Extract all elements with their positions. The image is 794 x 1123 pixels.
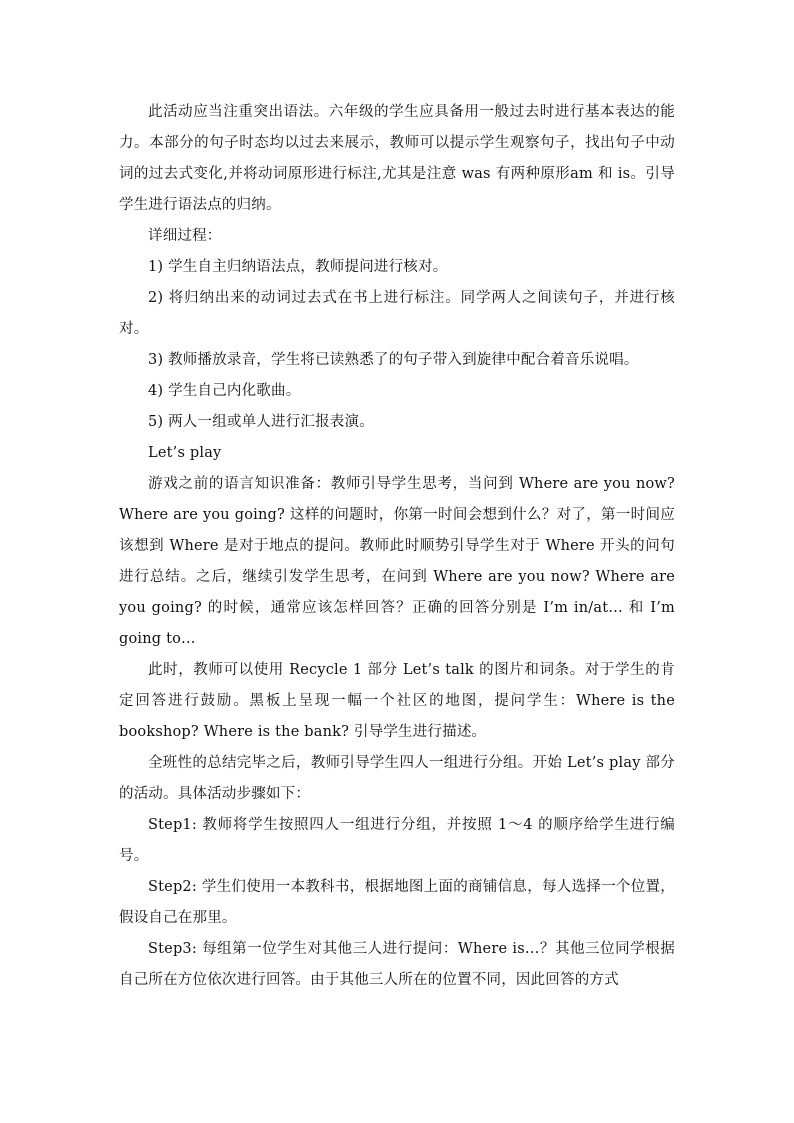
paragraph-activity-step3: Step3: 每组第一位学生对其他三人进行提问：Where is…？其他三位同学根据自己所在方位依次进行回答。由于其他三人所在的位置不同，因此回答的方式 (119, 941, 675, 988)
paragraph-step-4: 4) 学生自己内化歌曲。 (148, 383, 301, 399)
paragraph-game-preparation: 游戏之前的语言知识准备：教师引导学生思考，当问到 Where are you now? Where are you going? 这样的问题时，你第一时间会想到什么？对了，第一时间应该想到 Where 是对于地点的提问。教师此时顺势引导学生对于 Where 开头的问句进行总结。之后，继续引发学生思考，在问到 Where are you now? Where are you going? 的时候，通常应该怎样回答？正确的回答分别是 I’m in/at… 和 I’m going to… (119, 476, 675, 647)
paragraph-recycle-talk: 此时，教师可以使用 Recycle 1 部分 Let’s talk 的图片和词条。对于学生的肯定回答进行鼓励。黑板上呈现一幅一个社区的地图，提问学生：Where is the bookshop? Where is the bank? 引导学生进行描述。 (119, 662, 675, 740)
paragraph-step-2: 2) 将归纳出来的动词过去式在书上进行标注。同学两人之间读句子，并进行核对。 (119, 290, 675, 337)
paragraph-step-5: 5) 两人一组或单人进行汇报表演。 (148, 414, 374, 430)
paragraph-step-1: 1) 学生自主归纳语法点，教师提问进行核对。 (148, 259, 448, 275)
document-page (119, 97, 675, 996)
paragraph-grouping: 全班性的总结完毕之后，教师引导学生四人一组进行分组。开始 Let’s play 部分的活动。具体活动步骤如下： (119, 755, 675, 802)
paragraph-step-3: 3) 教师播放录音，学生将已读熟悉了的句子带入到旋律中配合着音乐说唱。 (148, 352, 639, 368)
section-heading-lets-play: Let’s play (148, 445, 222, 461)
paragraph-activity-step1: Step1: 教师将学生按照四人一组进行分组，并按照 1～4 的顺序给学生进行编号。 (119, 817, 675, 864)
paragraph-grammar-focus: 此活动应当注重突出语法。六年级的学生应具备用一般过去时进行基本表达的能力。本部分的句子时态均以过去来展示，教师可以提示学生观察句子，找出句子中动词的过去式变化,并将动词原形进行标注,尤其是注意 was 有两种原形am 和 is。引导学生进行语法点的归纳。 (119, 104, 675, 213)
paragraph-activity-step2: Step2: 学生们使用一本教科书，根据地图上面的商铺信息，每人选择一个位置，假设自己在那里。 (119, 879, 675, 926)
paragraph-process-heading: 详细过程： (148, 228, 222, 244)
